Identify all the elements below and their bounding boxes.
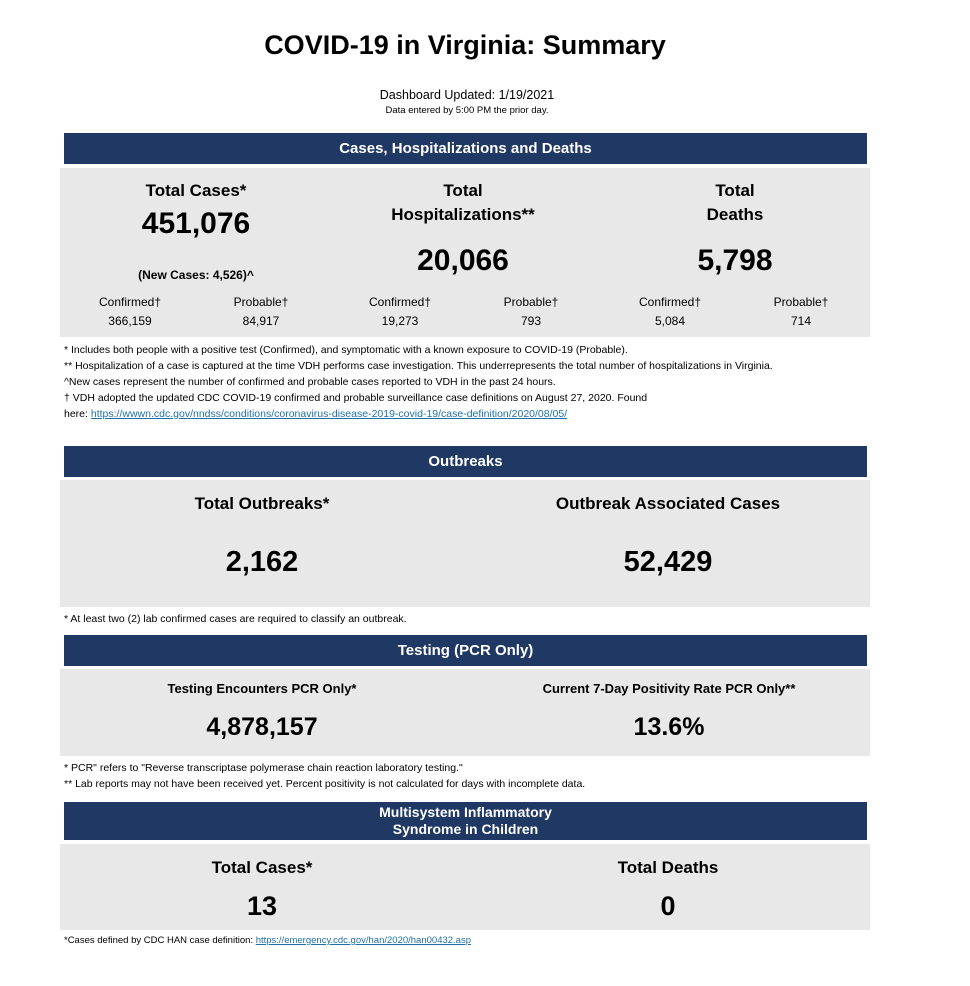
outbreaks-note: * At least two (2) lab confirmed cases are required to classify an outbreak.: [64, 613, 407, 625]
misc-note: [64, 935, 471, 946]
cases-confirmed-value: 366,159: [108, 314, 152, 328]
cases-notes: [64, 342, 864, 422]
deaths-probable-label: Probable†: [773, 295, 829, 309]
total-cases-label: Total Cases*: [145, 181, 247, 200]
testing-encounters-label: Testing Encounters PCR Only*: [167, 681, 357, 696]
deaths-value: 5,798: [697, 244, 773, 277]
outbreaks-section-header: Outbreaks: [64, 446, 867, 477]
deaths-label-line2: Deaths: [706, 205, 764, 224]
misc-total-deaths-value: 0: [660, 891, 676, 921]
positivity-rate-value: 13.6%: [633, 713, 705, 741]
note-hospitalization: ** Hospitalization of a case is captured at the time VDH performs case investigation. This underrepresents the total number of hospitalizations in Virginia.: [64, 360, 773, 372]
testing-section-header: Testing (PCR Only): [64, 635, 867, 666]
positivity-rate-label: Current 7-Day Positivity Rate PCR Only**: [542, 681, 796, 696]
misc-total-cases-label: Total Cases*: [211, 858, 313, 877]
hosp-probable-label: Probable†: [503, 295, 559, 309]
testing-notes: [64, 760, 864, 792]
note-definitions: † VDH adopted the updated CDC COVID-19 confirmed and probable surveillance case definitions on August 27, 2020. Found: [64, 392, 648, 404]
deaths-label-line1: Total: [715, 181, 755, 200]
hosp-probable-value: 793: [520, 314, 542, 328]
hosp-confirmed-value: 19,273: [381, 314, 419, 328]
note-here: here:: [64, 408, 91, 420]
dashboard-updated: Dashboard Updated: 1/19/2021: [379, 88, 555, 102]
note-pcr: * PCR" refers to "Reverse transcriptase polymerase chain reaction laboratory testing.": [64, 762, 463, 774]
hospitalizations-label-line1: Total: [443, 181, 483, 200]
cases-probable-label: Probable†: [233, 295, 289, 309]
misc-note-text: *Cases defined by CDC HAN case definition:: [64, 935, 256, 946]
cases-confirmed-label: Confirmed†: [98, 295, 162, 309]
misc-header-line1: Multisystem Inflammatory: [379, 804, 552, 820]
misc-total-cases-value: 13: [246, 891, 278, 921]
misc-section-header: [64, 802, 867, 840]
total-cases-value: 451,076: [141, 207, 251, 240]
note-confirmed-probable: * Includes both people with a positive test (Confirmed), and symptomatic with a known exposure to COVID-19 (Probable).: [64, 344, 628, 356]
note-new-cases: ^New cases represent the number of confirmed and probable cases reported to VDH in the past 24 hours.: [64, 376, 556, 388]
total-outbreaks-value: 2,162: [225, 546, 299, 578]
outbreak-associated-value: 52,429: [623, 546, 713, 578]
page-title: COVID-19 in Virginia: Summary: [264, 30, 666, 60]
hospitalizations-label-line2: Hospitalizations**: [391, 205, 535, 224]
hospitalizations-value: 20,066: [417, 244, 509, 277]
cases-section-header: Cases, Hospitalizations and Deaths: [64, 133, 867, 164]
cdc-han-link[interactable]: https://emergency.cdc.gov/han/2020/han00432.asp: [255, 935, 471, 946]
total-outbreaks-label: Total Outbreaks*: [194, 494, 330, 513]
testing-encounters-value: 4,878,157: [206, 713, 318, 741]
deaths-confirmed-label: Confirmed†: [638, 295, 702, 309]
misc-header-line2: Syndrome in Children: [392, 821, 539, 837]
misc-total-deaths-label: Total Deaths: [617, 858, 719, 877]
deaths-confirmed-value: 5,084: [654, 314, 686, 328]
note-link-line: [64, 406, 864, 422]
cdc-case-definition-link[interactable]: https://wwwn.cdc.gov/nndss/conditions/coronavirus-disease-2019-covid-19/case-definition/2020/08/05/: [90, 408, 568, 420]
hosp-confirmed-label: Confirmed†: [368, 295, 432, 309]
new-cases: (New Cases: 4,526)^: [138, 268, 254, 282]
data-entered-note: Data entered by 5:00 PM the prior day.: [385, 105, 549, 116]
note-lab-reports: ** Lab reports may not have been received yet. Percent positivity is not calculated for days with incomplete data.: [64, 778, 586, 790]
outbreak-associated-label: Outbreak Associated Cases: [555, 494, 781, 513]
cases-probable-value: 84,917: [242, 314, 280, 328]
deaths-probable-value: 714: [790, 314, 812, 328]
